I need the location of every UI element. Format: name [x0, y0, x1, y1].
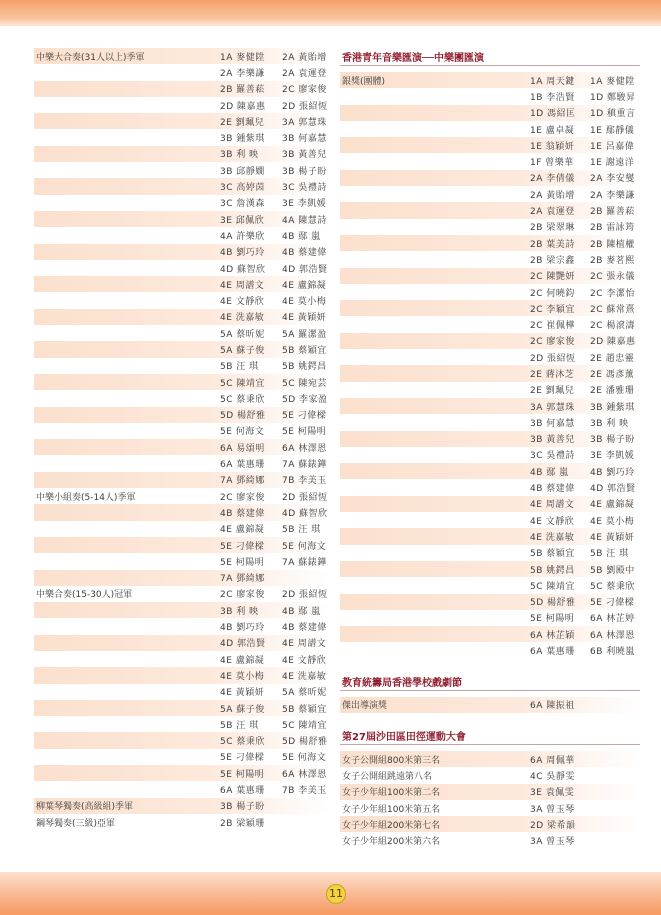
student-name: 3B 鍾紫琪	[590, 402, 635, 413]
list-item	[34, 537, 330, 553]
student-name: 2C 李潔怡	[590, 288, 635, 299]
list-item	[34, 48, 330, 64]
student-name: 4E 莫小梅	[282, 297, 327, 308]
student-name: 2C 崔佩樺	[530, 321, 575, 332]
list-item	[34, 178, 330, 194]
student-name: 4E 黃穎妍	[282, 313, 327, 324]
student-name: 4E 周譜文	[282, 639, 327, 650]
student-name: 5E 何海文	[282, 541, 327, 552]
student-name: 2B 羅善菘	[590, 207, 635, 218]
list-item	[340, 333, 640, 349]
list-item	[34, 455, 330, 471]
student-name: 4E 莫小梅	[590, 516, 635, 527]
list-item	[340, 153, 640, 169]
student-name: 6A 林澤恩	[282, 443, 327, 454]
student-name: 2C 何曉鈞	[530, 288, 575, 299]
right-column	[340, 48, 640, 849]
student-name: 4E 盧錦凝	[282, 280, 327, 291]
page-number: 11	[326, 884, 346, 904]
student-name: 5C 陳靖宜	[282, 720, 327, 731]
student-name: 2D 張紹恆	[282, 101, 328, 112]
student-name: 5D 楊舒雅	[282, 737, 328, 748]
student-name: 2B 雷詠筠	[590, 223, 635, 234]
student-name: 5C 蔡秉欣	[590, 581, 635, 592]
award-title: 女子少年組200米第六名	[342, 837, 441, 848]
student-name: 4D 蘇智欣	[282, 508, 328, 519]
list-item	[340, 463, 640, 479]
student-name: 2A 袁運登	[282, 68, 327, 79]
student-name: 5C 陳靖宜	[220, 378, 265, 389]
list-item	[340, 512, 640, 528]
student-name: 5E 何海文	[220, 427, 265, 438]
list-item	[34, 244, 330, 260]
student-name: 5C 陳宛芸	[282, 378, 327, 389]
student-name: 4E 莫小梅	[220, 671, 265, 682]
list-item	[340, 137, 640, 153]
list-item	[340, 398, 640, 414]
student-name: 3E 李凱媛	[282, 199, 327, 210]
student-name: 4E 盧錦凝	[220, 525, 265, 536]
student-name: 3B 楊子盼	[220, 802, 265, 813]
list-item	[34, 341, 330, 357]
student-name: 4E 洗嘉敏	[220, 313, 265, 324]
student-name: 5A 蔡昕妮	[220, 329, 265, 340]
student-name: 4E 盧錦凝	[220, 655, 265, 666]
student-name: 4E 周譜文	[530, 500, 575, 511]
list-item	[34, 765, 330, 781]
list-item	[34, 667, 330, 683]
student-name: 5E 柯陽明	[220, 557, 265, 568]
student-name: 4E 盧錦凝	[590, 500, 635, 511]
student-name: 5B 汪 琪	[220, 362, 259, 373]
student-name: 5C 蔡秉欣	[220, 737, 265, 748]
student-name: 4B 蔡建偉	[530, 484, 575, 495]
list-item	[34, 195, 330, 211]
list-item	[34, 439, 330, 455]
student-name: 3C 詹漢森	[220, 199, 265, 210]
student-name: 7A 鄧綺娜	[220, 476, 265, 487]
list-item	[34, 227, 330, 243]
student-name: 3B 利 映	[220, 150, 259, 161]
student-name: 4A 陳慧詩	[282, 215, 327, 226]
list-item	[34, 716, 330, 732]
student-name: 5A 蘇子俊	[220, 704, 265, 715]
list-item	[340, 186, 640, 202]
student-name: 2B 陳植權	[590, 239, 635, 250]
student-name: 2D 張紹恆	[530, 353, 576, 364]
student-name: 5B 劉殿中	[590, 565, 635, 576]
list-item	[34, 570, 330, 586]
student-name: 4D 郭浩賢	[220, 639, 266, 650]
list-item	[340, 800, 640, 816]
student-name: 2C 蘇常熹	[590, 304, 635, 315]
student-name: 5B 蔡穎宜	[282, 704, 327, 715]
student-name: 4B 劉巧玲	[590, 467, 635, 478]
student-name: 6A 易頌明	[220, 443, 265, 454]
list-item	[34, 781, 330, 797]
list-item	[340, 235, 640, 251]
list-item	[340, 832, 640, 848]
student-name: 4B 蔡建偉	[282, 248, 327, 259]
student-name: 2C 廖家俊	[530, 337, 575, 348]
student-name: 6A 林澤恩	[590, 630, 635, 641]
student-name: 3E 李凱媛	[590, 451, 635, 462]
student-name: 5E 柯陽明	[282, 427, 327, 438]
award-title: 銀獎(團體)	[342, 76, 386, 87]
student-name: 4A 許樂欣	[220, 231, 265, 242]
list-item	[340, 594, 640, 610]
list-item	[34, 635, 330, 651]
student-name: 3B 利 映	[590, 418, 629, 429]
award-title: 中樂大合奏(31人以上)季軍	[36, 52, 145, 63]
list-item	[34, 358, 330, 374]
student-name: 4E 黃穎妍	[220, 688, 265, 699]
student-name: 5B 汪 琪	[590, 549, 629, 560]
student-name: 7B 李美玉	[282, 786, 327, 796]
student-name: 6A 葉惠珊	[220, 786, 265, 796]
section-spacer	[340, 713, 640, 727]
list-item	[34, 97, 330, 113]
student-name: 4B 劉巧玲	[220, 623, 265, 634]
student-name: 2E 劉珮兒	[220, 117, 265, 128]
student-name: 6B 利曉嵐	[590, 647, 635, 658]
student-name: 3C 吳禮詩	[282, 183, 327, 194]
list-item	[340, 528, 640, 544]
award-title: 傑出導演獎	[342, 701, 388, 712]
list-item	[34, 407, 330, 423]
list-item	[340, 626, 640, 642]
student-name: 5E 刁偉樑	[220, 753, 265, 764]
list-item	[34, 651, 330, 667]
list-item	[34, 602, 330, 618]
student-name: 4B 鄢 嵐	[530, 467, 569, 478]
section-heading: 第27屆沙田區田徑運動大會	[340, 727, 640, 745]
list-item	[340, 219, 640, 235]
award-title: 鋼琴獨奏(三級)亞軍	[36, 818, 116, 829]
list-item	[34, 618, 330, 634]
top-decorative-band	[0, 0, 661, 26]
student-name: 5E 柯陽明	[530, 614, 575, 625]
student-name: 3A 曾玉琴	[530, 804, 575, 815]
student-name: 5B 姚鍔昌	[282, 362, 327, 373]
student-name: 2E 蔣沐芝	[530, 369, 575, 380]
list-item	[34, 162, 330, 178]
student-name: 1E 謝遠洋	[590, 158, 635, 169]
student-name: 2A 黃貽增	[530, 190, 575, 201]
student-name: 4C 吳靜雯	[530, 771, 575, 782]
list-item	[34, 211, 330, 227]
student-name: 5C 蔡秉欣	[220, 394, 265, 405]
student-name: 4E 文靜欣	[530, 516, 575, 527]
student-name: 3C 高婷茵	[220, 183, 265, 194]
student-name: 2B 梁宗鑫	[530, 255, 575, 266]
student-name: 2E 劉珮兒	[530, 386, 575, 397]
student-name: 4B 蔡建偉	[220, 508, 265, 519]
list-item	[34, 390, 330, 406]
student-name: 7B 李美玉	[282, 476, 327, 487]
student-name: 3B 黃善兒	[530, 435, 575, 446]
student-name: 6A 林芷婷	[590, 614, 635, 625]
list-item	[340, 121, 640, 137]
student-name: 4B 劉巧玲	[220, 248, 265, 259]
student-name: 1E 呂嘉偉	[590, 141, 635, 152]
student-name: 5D 楊舒雅	[530, 598, 576, 609]
student-name: 3B 何嘉慧	[530, 418, 575, 429]
list-item	[34, 325, 330, 341]
list-item	[340, 577, 640, 593]
student-name: 1F 曾樂華	[530, 158, 574, 169]
student-name: 2B 梁翠琳	[530, 223, 575, 234]
student-name: 2C 陳艷妍	[530, 272, 575, 283]
award-title: 女子少年組100米第二名	[342, 788, 441, 799]
student-name: 3B 楊子盼	[282, 166, 327, 177]
student-name: 1E 翁穎妍	[530, 141, 575, 152]
student-name: 3B 邱靜嫺	[220, 166, 265, 177]
student-name: 3B 何嘉慧	[282, 134, 327, 145]
list-item	[340, 545, 640, 561]
student-name: 5A 羅潔盈	[282, 329, 327, 340]
list-item	[340, 642, 640, 658]
list-item	[34, 749, 330, 765]
student-name: 2D 張紹恆	[282, 492, 328, 503]
list-item	[340, 284, 640, 300]
student-name: 3B 鍾紫琪	[220, 134, 265, 145]
list-item	[340, 268, 640, 284]
list-item	[34, 113, 330, 129]
student-name: 4E 文靜欣	[282, 655, 327, 666]
list-item	[34, 488, 330, 504]
award-title: 中樂合奏(15-30人)冠軍	[36, 590, 133, 601]
student-name: 2E 潘雅珊	[590, 386, 635, 397]
student-name: 3C 吳禮詩	[530, 451, 575, 462]
student-name: 4E 洗嘉敏	[282, 671, 327, 682]
list-item	[340, 431, 640, 447]
list-item	[34, 81, 330, 97]
student-name: 2A 袁運登	[530, 207, 575, 218]
student-name: 2C 楊滾濤	[590, 321, 635, 332]
award-title: 中樂小組奏(5-14人)季軍	[36, 492, 136, 503]
list-item	[340, 751, 640, 767]
student-name: 5B 蔡穎宜	[530, 549, 575, 560]
student-name: 6A 周佩華	[530, 755, 575, 766]
student-name: 5E 刁偉樑	[590, 598, 635, 609]
list-item	[340, 447, 640, 463]
list-item	[340, 784, 640, 800]
student-name: 2C 李穎宜	[530, 304, 575, 315]
student-name: 2B 梁穎珊	[220, 818, 265, 829]
list-item	[340, 202, 640, 218]
list-item	[340, 316, 640, 332]
student-name: 2C 張永儀	[590, 272, 635, 283]
student-name: 3B 黃善兒	[282, 150, 327, 161]
student-name: 2D 梁希韻	[530, 820, 576, 831]
list-item	[340, 610, 640, 626]
student-name: 1E 盧卓凝	[530, 125, 575, 136]
student-name: 4D 蘇智欣	[220, 264, 266, 275]
student-name: 1A 麥健陞	[220, 52, 265, 63]
list-item	[340, 479, 640, 495]
list-item	[34, 276, 330, 292]
student-name: 3A 郭慧珠	[282, 117, 327, 128]
student-name: 1D 鄭駿昇	[590, 92, 636, 103]
list-item	[34, 309, 330, 325]
student-name: 2B 葉美詩	[530, 239, 575, 250]
student-name: 5B 汪 琪	[220, 720, 259, 731]
student-name: 2C 廖家俊	[220, 590, 265, 601]
student-name: 5E 刁偉樑	[220, 541, 265, 552]
list-item	[340, 251, 640, 267]
student-name: 4B 鄢 嵐	[282, 606, 321, 617]
student-name: 4B 蔡建偉	[282, 623, 327, 634]
student-name: 2D 陳嘉惠	[220, 101, 266, 112]
section-heading: 教育統籌局香港學校戲劇節	[340, 673, 640, 691]
student-name: 1E 鄢靜儀	[590, 125, 635, 136]
list-item	[340, 300, 640, 316]
list-item	[340, 170, 640, 186]
list-item	[34, 814, 330, 830]
student-name: 5D 楊舒雅	[220, 411, 266, 422]
student-name: 3A 曾玉琴	[530, 837, 575, 848]
list-item	[34, 732, 330, 748]
list-item	[34, 423, 330, 439]
list-item	[34, 684, 330, 700]
student-name: 5E 刁偉樑	[282, 411, 327, 422]
student-name: 2C 廖家俊	[220, 492, 265, 503]
student-name: 5B 姚鍔昌	[530, 565, 575, 576]
student-name: 3A 郭慧珠	[530, 402, 575, 413]
student-name: 4E 文靜欣	[220, 297, 265, 308]
list-item	[34, 472, 330, 488]
list-item	[34, 292, 330, 308]
student-name: 2E 馮彥薰	[590, 369, 635, 380]
student-name: 4D 郭浩賢	[282, 264, 328, 275]
student-name: 4E 黃穎妍	[590, 532, 635, 543]
student-name: 2A 李倩儀	[530, 174, 575, 185]
student-name: 6A 陳振祖	[530, 701, 575, 712]
student-name: 2B 羅善菘	[220, 85, 265, 96]
student-name: 2A 黃貽增	[282, 52, 327, 63]
section-heading: 香港青年音樂匯演──中樂團匯演	[340, 48, 640, 66]
student-name: 1A 周天鍵	[530, 76, 575, 87]
list-item	[340, 767, 640, 783]
list-item	[340, 349, 640, 365]
student-name: 4B 鄢 嵐	[282, 231, 321, 242]
list-item	[34, 700, 330, 716]
student-name: 7A 蘇錶鏵	[282, 557, 327, 568]
list-item	[340, 697, 640, 713]
student-name: 4E 周譜文	[220, 280, 265, 291]
list-item	[340, 561, 640, 577]
student-name: 5D 李家盈	[282, 394, 328, 405]
list-item	[340, 365, 640, 381]
student-name: 2C 廖家俊	[282, 85, 327, 96]
award-title: 柳葉琴獨奏(高級組)季軍	[36, 802, 134, 813]
student-name: 2A 李樂謙	[220, 68, 265, 79]
list-item	[340, 88, 640, 104]
list-item	[340, 382, 640, 398]
left-column	[34, 48, 330, 830]
section-spacer	[340, 659, 640, 673]
student-name: 4D 郭浩賢	[590, 484, 636, 495]
student-name: 5E 何海文	[282, 753, 327, 764]
student-name: 2A 李樂謙	[590, 190, 635, 201]
student-name: 7A 鄧綺娜	[220, 574, 265, 585]
award-title: 女子少年組100米第五名	[342, 804, 441, 815]
student-name: 5E 柯陽明	[220, 769, 265, 780]
student-name: 3E 袁佩雯	[530, 788, 575, 799]
list-item	[340, 496, 640, 512]
student-name: 2A 李安燮	[590, 174, 635, 185]
student-name: 2D 張紹恆	[282, 590, 328, 601]
list-item	[340, 816, 640, 832]
student-name: 1D 稹重言	[590, 109, 636, 120]
list-item	[34, 146, 330, 162]
list-item	[34, 504, 330, 520]
list-item	[34, 553, 330, 569]
student-name: 6A 林澤恩	[282, 769, 327, 780]
student-name: 3E 邱佩欣	[220, 215, 265, 226]
award-title: 女子少年組200米第七名	[342, 820, 441, 831]
list-item	[340, 414, 640, 430]
student-name: 2D 陳嘉惠	[590, 337, 636, 348]
student-name: 7A 蘇錶鏵	[282, 460, 327, 471]
student-name: 2B 麥茗熙	[590, 255, 635, 266]
list-item	[340, 72, 640, 88]
student-name: 5C 陳靖宜	[530, 581, 575, 592]
list-item	[34, 521, 330, 537]
list-item	[34, 64, 330, 80]
student-name: 5B 汪 琪	[282, 525, 321, 536]
student-name: 1A 麥健陞	[590, 76, 635, 87]
student-name: 2E 趙忠靈	[590, 353, 635, 364]
student-name: 6A 林芷穎	[530, 630, 575, 641]
student-name: 6A 葉惠珊	[220, 460, 265, 471]
student-name: 3B 利 映	[220, 606, 259, 617]
student-name: 5A 蘇子俊	[220, 345, 265, 356]
student-name: 6A 葉惠珊	[530, 647, 575, 658]
student-name: 4E 洗嘉敏	[530, 532, 575, 543]
award-title: 女子公開組800米第三名	[342, 755, 441, 766]
award-title: 女子公開組跳遠第八名	[342, 771, 433, 782]
student-name: 5A 蔡昕妮	[282, 688, 327, 699]
student-name: 1D 馮紹匡	[530, 109, 576, 120]
list-item	[34, 129, 330, 145]
list-item	[34, 260, 330, 276]
student-name: 1B 李浩賢	[530, 92, 575, 103]
list-item	[34, 586, 330, 602]
list-item	[34, 798, 330, 814]
list-item	[34, 374, 330, 390]
student-name: 3B 楊子盼	[590, 435, 635, 446]
student-name: 5B 蔡穎宜	[282, 345, 327, 356]
list-item	[340, 105, 640, 121]
